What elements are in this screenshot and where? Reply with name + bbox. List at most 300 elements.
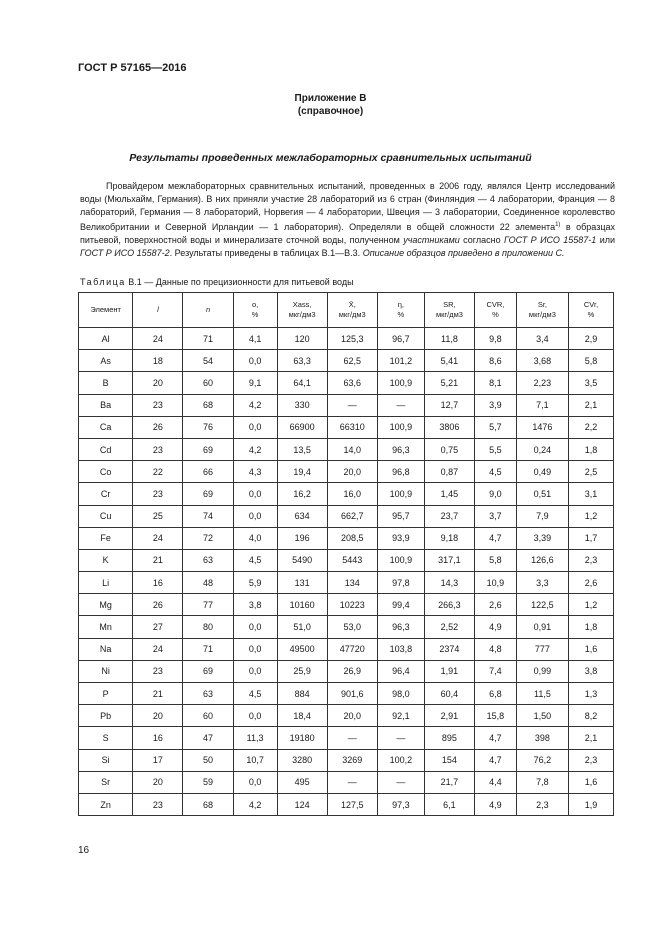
value-cell: 2,23 (516, 372, 568, 394)
column-header-label: o, (251, 300, 259, 309)
table-row (79, 727, 614, 749)
value-cell: 47720 (327, 638, 377, 660)
column-header (277, 293, 327, 328)
value-cell: 4,5 (233, 683, 277, 705)
value-cell: 76,2 (516, 749, 568, 771)
value-cell: 5443 (327, 549, 377, 571)
table-row (79, 416, 614, 438)
value-cell: 20 (133, 771, 183, 793)
value-cell: 1,7 (569, 527, 614, 549)
value-cell: 124 (277, 793, 327, 815)
value-cell: 15,8 (475, 705, 517, 727)
intro-text: . Результаты приведены в таблицах В.1—В.3. (169, 248, 363, 258)
value-cell: 20,0 (327, 461, 377, 483)
table-row (79, 594, 614, 616)
value-cell: 77 (183, 594, 233, 616)
value-cell: 1,45 (424, 483, 474, 505)
column-header-label: Sr, (537, 300, 547, 309)
value-cell: — (327, 771, 377, 793)
value-cell: 20,0 (327, 705, 377, 727)
value-cell: 5,7 (475, 416, 517, 438)
value-cell: 4,4 (475, 771, 517, 793)
intro-text: согласно (459, 235, 504, 245)
value-cell: 0,0 (233, 705, 277, 727)
value-cell: 4,0 (233, 527, 277, 549)
table-row (79, 683, 614, 705)
value-cell: 16,2 (277, 483, 327, 505)
element-cell: S (79, 727, 133, 749)
column-header (377, 293, 424, 328)
value-cell: 17 (133, 749, 183, 771)
value-cell: 0,0 (233, 771, 277, 793)
value-cell: 330 (277, 394, 327, 416)
value-cell: 154 (424, 749, 474, 771)
value-cell: — (327, 394, 377, 416)
value-cell: 2,9 (569, 328, 614, 350)
value-cell: 21,7 (424, 771, 474, 793)
element-cell: Sr (79, 771, 133, 793)
value-cell: 24 (133, 527, 183, 549)
column-header-unit: мкг/дм3 (288, 310, 316, 319)
value-cell: 100,9 (377, 549, 424, 571)
value-cell: 4,7 (475, 749, 517, 771)
value-cell: 5,21 (424, 372, 474, 394)
value-cell: 1476 (516, 416, 568, 438)
table-row (79, 328, 614, 350)
intro-text: Описание образцов приведено в приложении С. (362, 248, 565, 258)
value-cell: 96,8 (377, 461, 424, 483)
value-cell: 208,5 (327, 527, 377, 549)
table-row (79, 638, 614, 660)
value-cell: 0,0 (233, 616, 277, 638)
column-header-label: η, (397, 300, 404, 309)
value-cell: 0,75 (424, 438, 474, 460)
value-cell: 92,1 (377, 705, 424, 727)
standard-reference: ГОСТ Р ИСО 15587-2 (80, 248, 170, 258)
element-cell: Zn (79, 793, 133, 815)
column-header (516, 293, 568, 328)
table-header-row (79, 293, 614, 328)
value-cell: 10,9 (475, 572, 517, 594)
value-cell: 96,4 (377, 660, 424, 682)
value-cell: 25,9 (277, 660, 327, 682)
value-cell: 16,0 (327, 483, 377, 505)
value-cell: 66 (183, 461, 233, 483)
value-cell: 26,9 (327, 660, 377, 682)
value-cell: 23 (133, 660, 183, 682)
table-caption-label: Таблица (80, 277, 126, 287)
value-cell: 2,6 (475, 594, 517, 616)
value-cell: 4,8 (475, 638, 517, 660)
value-cell: 0,24 (516, 438, 568, 460)
value-cell: 51,0 (277, 616, 327, 638)
value-cell: 895 (424, 727, 474, 749)
element-cell: Ni (79, 660, 133, 682)
value-cell: 266,3 (424, 594, 474, 616)
element-cell: Mg (79, 594, 133, 616)
value-cell: 0,99 (516, 660, 568, 682)
precision-table (78, 292, 614, 816)
value-cell: 100,9 (377, 483, 424, 505)
value-cell: 54 (183, 350, 233, 372)
value-cell: 100,9 (377, 416, 424, 438)
value-cell: 69 (183, 660, 233, 682)
intro-text: Провайдером межлабораторных сравнительных испытаний, проведенных в 2006 году, являлся Центр исследований воды (Мюльхайм, Германия). В них приняли участие 28 лабораторий из 6 стран (Финляндия — 4 лаборатории, Франция — 8 лабораторий, Германия — 8 лабораторий, Норвегия — 4 лаборатории, Швеция — 3 лаборатории, Соединенное королевство Великобритании и Северной Ирландии — 1 лаборатория). Определяли в общей сложности 22 элемента (80, 181, 615, 232)
value-cell: 101,2 (377, 350, 424, 372)
value-cell: — (327, 727, 377, 749)
value-cell: 27 (133, 616, 183, 638)
value-cell: 64,1 (277, 372, 327, 394)
element-cell: Mn (79, 616, 133, 638)
value-cell: 2,1 (569, 394, 614, 416)
table-row (79, 771, 614, 793)
value-cell: 0,87 (424, 461, 474, 483)
column-header-unit: мкг/дм3 (338, 310, 366, 319)
value-cell: 1,2 (569, 594, 614, 616)
value-cell: 777 (516, 638, 568, 660)
table-row (79, 749, 614, 771)
value-cell: 1,6 (569, 638, 614, 660)
value-cell: 3,5 (569, 372, 614, 394)
value-cell: 66310 (327, 416, 377, 438)
value-cell: 20 (133, 705, 183, 727)
footnote-mark: 1) (555, 222, 561, 228)
value-cell: 1,2 (569, 505, 614, 527)
column-header-unit: мкг/дм3 (435, 310, 463, 319)
value-cell: 7,4 (475, 660, 517, 682)
value-cell: 23 (133, 483, 183, 505)
value-cell: 3269 (327, 749, 377, 771)
value-cell: — (377, 771, 424, 793)
value-cell: 21 (133, 549, 183, 571)
value-cell: 49500 (277, 638, 327, 660)
value-cell: 3,4 (516, 328, 568, 350)
value-cell: 8,1 (475, 372, 517, 394)
table-row (79, 549, 614, 571)
value-cell: 96,3 (377, 438, 424, 460)
value-cell: 60 (183, 705, 233, 727)
column-header (327, 293, 377, 328)
value-cell: 9,0 (475, 483, 517, 505)
column-header-label: SR, (443, 300, 456, 309)
value-cell: 99,4 (377, 594, 424, 616)
value-cell: 634 (277, 505, 327, 527)
value-cell: 63,6 (327, 372, 377, 394)
value-cell: 20 (133, 372, 183, 394)
column-header-unit: % (492, 310, 499, 319)
value-cell: 74 (183, 505, 233, 527)
value-cell: 2374 (424, 638, 474, 660)
value-cell: 4,3 (233, 461, 277, 483)
value-cell: 122,5 (516, 594, 568, 616)
value-cell: 23 (133, 793, 183, 815)
table-row (79, 461, 614, 483)
value-cell: 14,0 (327, 438, 377, 460)
value-cell: 1,3 (569, 683, 614, 705)
value-cell: 16 (133, 572, 183, 594)
value-cell: 3,9 (475, 394, 517, 416)
value-cell: 63 (183, 683, 233, 705)
value-cell: 0,0 (233, 505, 277, 527)
element-cell: Fe (79, 527, 133, 549)
value-cell: 9,8 (475, 328, 517, 350)
intro-text: или (596, 235, 616, 245)
table-row (79, 372, 614, 394)
value-cell: 63,3 (277, 350, 327, 372)
value-cell: 69 (183, 483, 233, 505)
value-cell: 1,50 (516, 705, 568, 727)
value-cell: 80 (183, 616, 233, 638)
value-cell: 96,7 (377, 328, 424, 350)
value-cell: 126,6 (516, 549, 568, 571)
value-cell: 60,4 (424, 683, 474, 705)
value-cell: 9,18 (424, 527, 474, 549)
value-cell: 1,9 (569, 793, 614, 815)
value-cell: 68 (183, 793, 233, 815)
value-cell: 3,39 (516, 527, 568, 549)
value-cell: 317,1 (424, 549, 474, 571)
value-cell: 14,3 (424, 572, 474, 594)
value-cell: 97,8 (377, 572, 424, 594)
value-cell: 2,6 (569, 572, 614, 594)
value-cell: 5,8 (569, 350, 614, 372)
value-cell: 125,3 (327, 328, 377, 350)
value-cell: 53,0 (327, 616, 377, 638)
value-cell: 7,1 (516, 394, 568, 416)
value-cell: 100,9 (377, 372, 424, 394)
value-cell: 5,5 (475, 438, 517, 460)
value-cell: 60 (183, 372, 233, 394)
value-cell: 26 (133, 416, 183, 438)
value-cell: 8,6 (475, 350, 517, 372)
value-cell: 2,5 (569, 461, 614, 483)
value-cell: 95,7 (377, 505, 424, 527)
value-cell: 8,2 (569, 705, 614, 727)
value-cell: 6,1 (424, 793, 474, 815)
value-cell: 23 (133, 438, 183, 460)
value-cell: 4,1 (233, 328, 277, 350)
element-cell: Al (79, 328, 133, 350)
column-header-label: Элемент (90, 305, 121, 314)
element-cell: K (79, 549, 133, 571)
element-cell: P (79, 683, 133, 705)
value-cell: 4,5 (233, 549, 277, 571)
column-header-label: l (157, 305, 159, 314)
table-row (79, 616, 614, 638)
table-row (79, 394, 614, 416)
value-cell: 4,7 (475, 727, 517, 749)
column-header-unit: % (251, 310, 259, 319)
table-row (79, 660, 614, 682)
element-cell: As (79, 350, 133, 372)
element-cell: Ba (79, 394, 133, 416)
value-cell: 3,7 (475, 505, 517, 527)
column-header (475, 293, 517, 328)
value-cell: 47 (183, 727, 233, 749)
column-header (569, 293, 614, 328)
value-cell: 2,52 (424, 616, 474, 638)
value-cell: 48 (183, 572, 233, 594)
column-header-label: CVR, (486, 300, 505, 309)
element-cell: Li (79, 572, 133, 594)
value-cell: 4,7 (475, 527, 517, 549)
value-cell: 0,0 (233, 350, 277, 372)
value-cell: 2,91 (424, 705, 474, 727)
column-header-label: CVr, (583, 300, 599, 309)
value-cell: 3,1 (569, 483, 614, 505)
value-cell: 2,1 (569, 727, 614, 749)
value-cell: 71 (183, 638, 233, 660)
table-row (79, 572, 614, 594)
section-title: Результаты проведенных межлабораторных сравнительных испытаний (129, 152, 532, 164)
column-header (133, 293, 183, 328)
value-cell: 2,3 (516, 793, 568, 815)
value-cell: 1,6 (569, 771, 614, 793)
value-cell: 98,0 (377, 683, 424, 705)
table-row (79, 350, 614, 372)
value-cell: 50 (183, 749, 233, 771)
element-cell: Cr (79, 483, 133, 505)
value-cell: 5,9 (233, 572, 277, 594)
value-cell: 1,8 (569, 616, 614, 638)
table-row (79, 527, 614, 549)
table-caption-text: В.1 — Данные по прецизионности для питьевой воды (125, 277, 354, 287)
value-cell: 10160 (277, 594, 327, 616)
value-cell: 9,1 (233, 372, 277, 394)
value-cell: 398 (516, 727, 568, 749)
value-cell: 23 (133, 394, 183, 416)
value-cell: 1,91 (424, 660, 474, 682)
value-cell: 884 (277, 683, 327, 705)
table-row (79, 438, 614, 460)
value-cell: 5,41 (424, 350, 474, 372)
element-cell: Pb (79, 705, 133, 727)
value-cell: 93,9 (377, 527, 424, 549)
element-cell: Co (79, 461, 133, 483)
value-cell: 4,2 (233, 793, 277, 815)
value-cell: 13,5 (277, 438, 327, 460)
value-cell: 0,91 (516, 616, 568, 638)
table-row (79, 505, 614, 527)
value-cell: 66900 (277, 416, 327, 438)
element-cell: Na (79, 638, 133, 660)
value-cell: 97,3 (377, 793, 424, 815)
value-cell: — (377, 394, 424, 416)
value-cell: 134 (327, 572, 377, 594)
value-cell: 4,2 (233, 394, 277, 416)
value-cell: 7,8 (516, 771, 568, 793)
column-header-unit: мкг/дм3 (528, 310, 556, 319)
table-row (79, 483, 614, 505)
value-cell: 24 (133, 328, 183, 350)
value-cell: 68 (183, 394, 233, 416)
value-cell: 25 (133, 505, 183, 527)
value-cell: 2,2 (569, 416, 614, 438)
value-cell: 3,68 (516, 350, 568, 372)
value-cell: 59 (183, 771, 233, 793)
column-header (233, 293, 277, 328)
value-cell: 4,2 (233, 438, 277, 460)
value-cell: 0,0 (233, 483, 277, 505)
value-cell: 901,6 (327, 683, 377, 705)
element-cell: Cu (79, 505, 133, 527)
value-cell: 5490 (277, 549, 327, 571)
column-header-label: Xass, (292, 300, 312, 309)
value-cell: 19180 (277, 727, 327, 749)
value-cell: 0,0 (233, 660, 277, 682)
value-cell: 0,0 (233, 638, 277, 660)
value-cell: 1,8 (569, 438, 614, 460)
annex-subtitle: (справочное) (297, 106, 364, 117)
value-cell: 196 (277, 527, 327, 549)
value-cell: 24 (133, 638, 183, 660)
column-header (79, 293, 133, 328)
column-header (183, 293, 233, 328)
column-header-unit: % (397, 310, 405, 319)
value-cell: 3806 (424, 416, 474, 438)
value-cell: 4,9 (475, 793, 517, 815)
table-caption (80, 277, 354, 287)
page-number: 16 (78, 845, 90, 856)
value-cell: 22 (133, 461, 183, 483)
intro-paragraph (80, 180, 615, 260)
column-header-label: X̄, (348, 300, 356, 309)
intro-text: участниками (403, 235, 460, 245)
value-cell: 11,3 (233, 727, 277, 749)
value-cell: 2,3 (569, 549, 614, 571)
value-cell: 3,8 (233, 594, 277, 616)
table-row (79, 705, 614, 727)
value-cell: 16 (133, 727, 183, 749)
value-cell: 72 (183, 527, 233, 549)
value-cell: 21 (133, 683, 183, 705)
value-cell: 0,51 (516, 483, 568, 505)
value-cell: 5,8 (475, 549, 517, 571)
value-cell: 495 (277, 771, 327, 793)
intro-text: в образцах питьевой, поверхностной воды и минерализате сточной воды, полученном (80, 222, 615, 245)
table-row (79, 793, 614, 815)
element-cell: Ca (79, 416, 133, 438)
value-cell: 3,8 (569, 660, 614, 682)
value-cell: 10,7 (233, 749, 277, 771)
value-cell: 76 (183, 416, 233, 438)
annex-heading (0, 92, 661, 118)
element-cell: Cd (79, 438, 133, 460)
value-cell: 103,8 (377, 638, 424, 660)
value-cell: 63 (183, 549, 233, 571)
value-cell: 10223 (327, 594, 377, 616)
value-cell: 0,49 (516, 461, 568, 483)
value-cell: 69 (183, 438, 233, 460)
element-cell: B (79, 372, 133, 394)
column-header-label: n (205, 305, 211, 314)
value-cell: 18 (133, 350, 183, 372)
value-cell: 11,8 (424, 328, 474, 350)
value-cell: 12,7 (424, 394, 474, 416)
value-cell: 0,0 (233, 416, 277, 438)
value-cell: 11,5 (516, 683, 568, 705)
document-code: ГОСТ Р 57165—2016 (78, 62, 187, 74)
value-cell: 96,3 (377, 616, 424, 638)
value-cell: 3,3 (516, 572, 568, 594)
value-cell: 662,7 (327, 505, 377, 527)
value-cell: — (377, 727, 424, 749)
value-cell: 4,5 (475, 461, 517, 483)
value-cell: 71 (183, 328, 233, 350)
column-header-unit: % (587, 310, 595, 319)
value-cell: 19,4 (277, 461, 327, 483)
value-cell: 6,8 (475, 683, 517, 705)
